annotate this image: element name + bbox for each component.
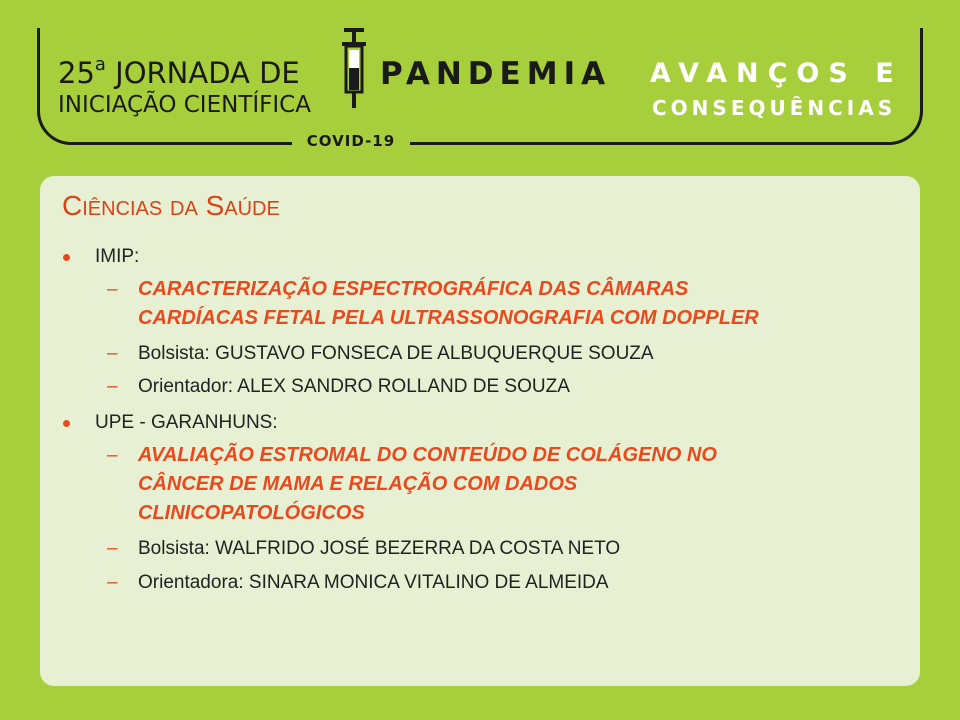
orientador-1: Orientador: ALEX SANDRO ROLLAND DE SOUZA [138, 376, 570, 397]
event-title [58, 56, 311, 117]
institution-imip: IMIP: [95, 246, 140, 267]
edition-number: 25 [58, 56, 95, 90]
consequencias-title: CONSEQUÊNCIAS [652, 96, 897, 120]
event-subtitle: INICIAÇÃO CIENTÍFICA [58, 92, 311, 118]
bullet-icon [63, 420, 70, 427]
syringe-icon [336, 28, 372, 108]
dash-icon: – [107, 572, 118, 593]
dash-icon: – [107, 279, 118, 300]
dash-icon: – [107, 376, 118, 397]
dash-icon: – [107, 343, 118, 364]
project-title-2: AVALIAÇÃO ESTROMAL DO CONTEÚDO DE COLÁGENO NO CÂNCER DE MAMA E RELAÇÃO COM DADOS CLINICOPATOLÓGICOS [138, 444, 717, 524]
bolsista-1: Bolsista: GUSTAVO FONSECA DE ALBUQUERQUE SOUZA [138, 343, 654, 364]
pandemia-title: PANDEMIA [380, 56, 612, 92]
bolsista-2: Bolsista: WALFRIDO JOSÉ BEZERRA DA COSTA NETO [138, 538, 621, 559]
orientador-2: Orientadora: SINARA MONICA VITALINO DE ALMEIDA [138, 572, 609, 593]
bullet-icon [63, 254, 70, 261]
avancos-title: AVANÇOS E [650, 58, 903, 89]
edition-ordinal: a [94, 54, 106, 75]
dash-icon: – [107, 538, 118, 559]
covid-label: COVID-19 [292, 132, 410, 150]
section-heading: Ciências da Saúde [62, 190, 280, 221]
institution-upe: UPE - GARANHUNS: [95, 412, 278, 433]
dash-icon: – [107, 445, 118, 466]
jornada-word: JORNADA DE [105, 56, 300, 90]
project-title-1: CARACTERIZAÇÃO ESPECTROGRÁFICA DAS CÂMARAS CARDÍACAS FETAL PELA ULTRASSONOGRAFIA COM DOPPLER [138, 278, 759, 329]
